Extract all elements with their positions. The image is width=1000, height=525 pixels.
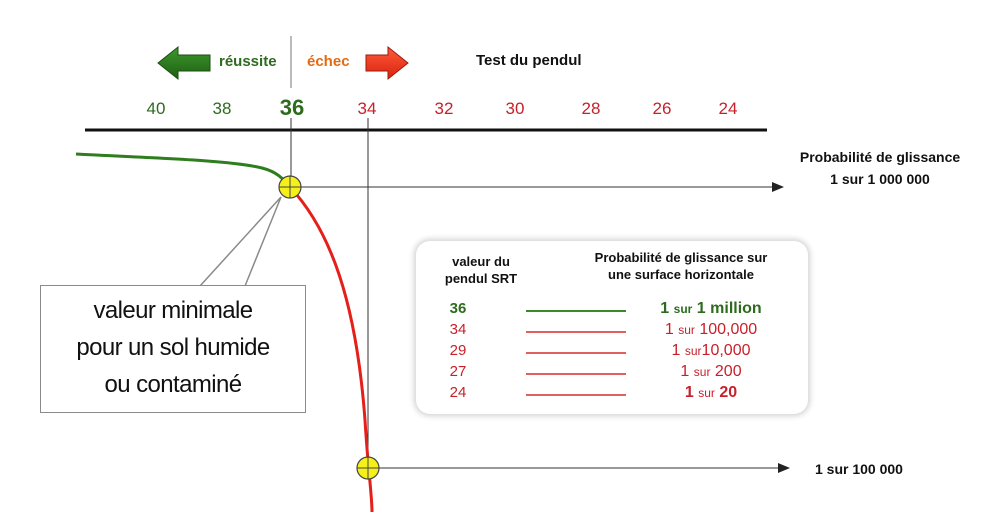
callout-line2: pour un sol humide: [76, 334, 270, 361]
pass-label: réussite: [219, 53, 277, 70]
fail-label: échec: [307, 53, 350, 70]
legend-row: [416, 321, 808, 341]
legend-row: [416, 300, 808, 320]
top-prob-line2: 1 sur 1 000 000: [830, 171, 930, 187]
scale-tick: 26: [652, 99, 672, 118]
probability-value: 1 sur 20: [684, 384, 738, 401]
legend-line: [526, 352, 626, 354]
callout-pointer: [200, 197, 281, 286]
scale-tick: 30: [505, 99, 525, 118]
probability-value: 1 sur10,000: [671, 342, 751, 359]
srt-value: 24: [449, 384, 467, 401]
probability-legend: [416, 241, 808, 414]
scale-tick: 24: [718, 99, 738, 118]
srt-value: 27: [449, 363, 467, 380]
srt-value: 29: [449, 342, 467, 359]
probability-value: 1 sur 200: [680, 363, 742, 380]
test-title: Test du pendul: [476, 52, 582, 69]
scale-tick: 38: [212, 99, 232, 118]
callout-line3: ou contaminé: [104, 371, 242, 398]
circle-crosshair-icon: [357, 457, 379, 479]
legend-line: [526, 331, 626, 333]
scale-tick: 40: [146, 99, 166, 118]
pass-curve: [76, 154, 290, 187]
right-arrow-icon: [366, 47, 408, 79]
scale-tick: 28: [581, 99, 601, 118]
bottom-arrowhead: [778, 463, 790, 473]
callout-line1: valeur minimale: [93, 297, 253, 324]
scale-tick: 34: [357, 99, 377, 118]
left-arrow-icon: [158, 47, 210, 79]
bottom-probability-label: 1 sur 100 000: [815, 461, 903, 477]
scale-tick: 32: [434, 99, 454, 118]
legend-line: [526, 373, 626, 375]
legend-header-probability: Probabilité de glissance sur une surface horizontale: [594, 250, 768, 282]
legend-header-srt: valeur du pendul SRT: [444, 254, 518, 286]
scale-tick-minimum: 36: [279, 95, 305, 120]
top-prob-line1: Probabilité de glissance: [799, 149, 961, 165]
top-probability-label: [780, 146, 980, 190]
srt-value: 34: [449, 321, 467, 338]
minimum-value-callout: [40, 285, 306, 413]
legend-line: [526, 310, 626, 312]
legend-row: [416, 363, 808, 383]
srt-value: 36: [449, 300, 467, 317]
circle-crosshair-icon: [279, 176, 301, 198]
legend-row: [416, 384, 808, 404]
probability-value: 1 sur 100,000: [664, 321, 758, 338]
probability-value: 1 sur 1 million: [660, 300, 762, 317]
legend-row: [416, 342, 808, 362]
legend-line: [526, 394, 626, 396]
